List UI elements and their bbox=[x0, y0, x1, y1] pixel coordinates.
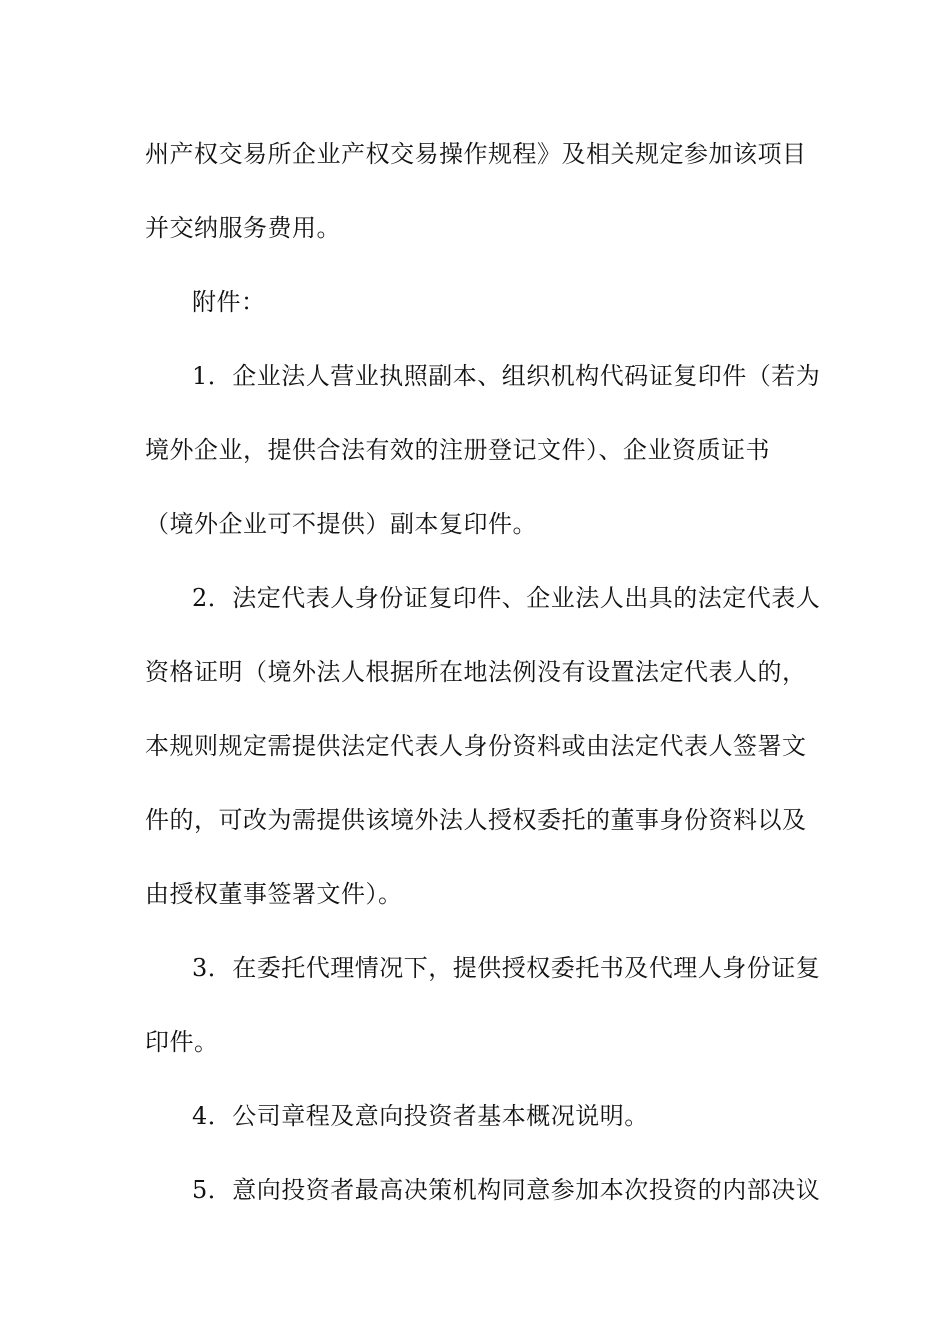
text-line: 州产权交易所企业产权交易操作规程》及相关规定参加该项目 bbox=[145, 140, 807, 168]
text-line: 印件。 bbox=[145, 1028, 219, 1056]
attachments-heading: 附件： bbox=[192, 288, 266, 316]
text-line: 件的，可改为需提供该境外法人授权委托的董事身份资料以及 bbox=[145, 806, 807, 834]
text-line: 由授权董事签署文件）。 bbox=[145, 880, 403, 908]
text-line: 资格证明（境外法人根据所在地法例没有设置法定代表人的， bbox=[145, 658, 807, 686]
list-item: 5．意向投资者最高决策机构同意参加本次投资的内部决议 bbox=[192, 1176, 821, 1204]
text-line: 境外企业，提供合法有效的注册登记文件）、企业资质证书 bbox=[145, 436, 770, 464]
list-item: 4．公司章程及意向投资者基本概况说明。 bbox=[192, 1102, 649, 1130]
text-line: （境外企业可不提供）副本复印件。 bbox=[145, 510, 537, 538]
list-item: 2．法定代表人身份证复印件、企业法人出具的法定代表人 bbox=[192, 584, 821, 612]
list-item: 3．在委托代理情况下，提供授权委托书及代理人身份证复 bbox=[192, 954, 821, 982]
text-line: 本规则规定需提供法定代表人身份资料或由法定代表人签署文 bbox=[145, 732, 807, 760]
text-line: 并交纳服务费用。 bbox=[145, 214, 341, 242]
list-item: 1．企业法人营业执照副本、组织机构代码证复印件（若为 bbox=[192, 362, 821, 390]
